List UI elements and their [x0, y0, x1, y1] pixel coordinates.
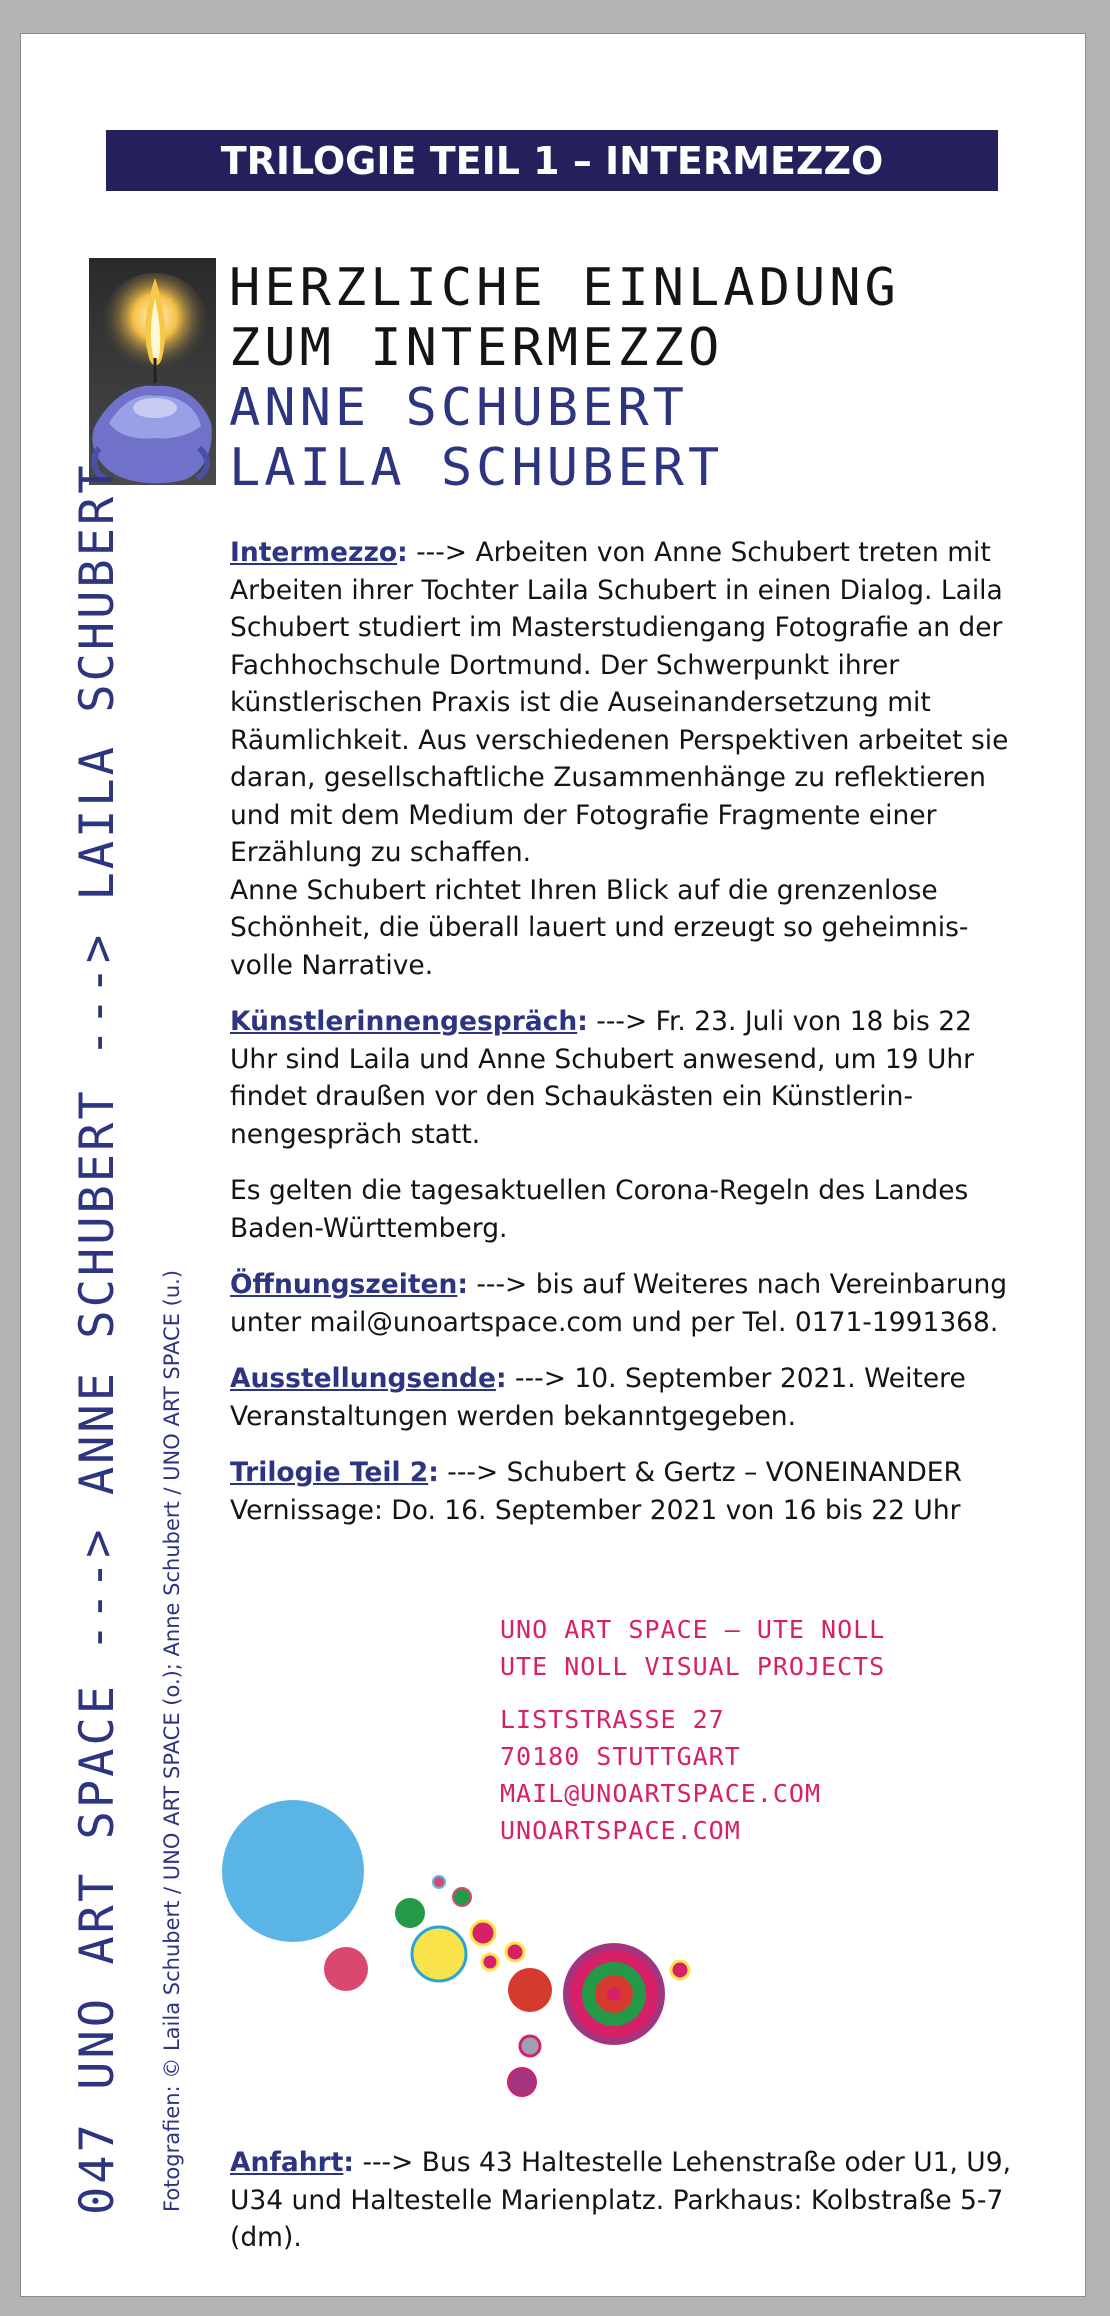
trilogie-paragraph — [230, 1454, 1020, 1529]
dot-yellow — [412, 1927, 466, 1981]
dot-pink — [324, 1947, 368, 1991]
dot-green-1 — [395, 1898, 425, 1928]
label-colon: : — [457, 1269, 468, 1300]
dot-target-center — [607, 1987, 621, 2001]
contact-email: MAIL@UNOARTSPACE.COM — [500, 1779, 822, 1808]
oeffnung-text: bis auf Weiteres nach Vereinbarung unter mail@unoartspace.com und per Tel. 0171-1991368. — [230, 1269, 1008, 1338]
anfahrt-text: Bus 43 Haltestelle Lehenstraße oder U1, U9, U34 und Haltestelle Marienplatz. Parkhaus: Kolbstraße 5-7 (dm). — [230, 2147, 1011, 2253]
vertical-title: 047 UNO ART SPACE ---> ANNE SCHUBERT ---> LAILA SCHUBERT — [70, 462, 125, 2215]
dot-grey — [520, 2036, 540, 2056]
oeffnung-label: Öffnungszeiten — [230, 1269, 458, 1300]
arrow: ---> — [476, 1269, 528, 1300]
corona-paragraph: Es gelten die tagesaktuellen Corona-Regeln des Landes Baden-Württemberg. — [230, 1175, 969, 1244]
intermezzo-label: Intermezzo — [230, 537, 398, 568]
ende-text: 10. September 2021. Weitere Veranstaltungen werden bekanntgegeben. — [230, 1363, 966, 1432]
dot-light-blue — [222, 1800, 364, 1942]
main-text — [230, 534, 1020, 1548]
label-colon: : — [397, 537, 408, 568]
arrow: ---> — [416, 537, 468, 568]
anfahrt-label: Anfahrt — [230, 2147, 344, 2178]
label-colon: : — [577, 1006, 588, 1037]
candle-photo — [89, 258, 216, 485]
label-colon: : — [495, 1363, 507, 1394]
dot-green-2 — [453, 1888, 471, 1906]
dot-magenta-1 — [471, 1921, 495, 1945]
photo-credit: Fotografien: © Laila Schubert / UNO ART SPACE (o.); Anne Schubert / UNO ART SPACE (u.) — [160, 1269, 184, 2212]
contact-street: LISTSTRASSE 27 — [500, 1705, 725, 1734]
contact-line-2: UTE NOLL VISUAL PROJECTS — [500, 1652, 886, 1681]
anfahrt-paragraph — [230, 2144, 1050, 2257]
trilogie-label: Trilogie Teil 2 — [230, 1457, 429, 1488]
heading-line-1: HERZLICHE EINLADUNG — [229, 258, 900, 318]
banner-title: TRILOGIE TEIL 1 – INTERMEZZO — [106, 130, 998, 191]
contact-city: 70180 STUTTGART — [500, 1742, 741, 1771]
dot-small-right — [671, 1961, 689, 1979]
arrow: ---> — [362, 2147, 414, 2178]
label-colon: : — [428, 1457, 439, 1488]
trilogie-text: Schubert & Gertz – VONEINANDER Vernissage: Do. 16. September 2021 von 16 bis 22 Uhr — [230, 1457, 962, 1526]
intermezzo-text: Arbeiten von Anne Schubert treten mit Arbeiten ihrer Tochter Laila Schubert in einen Dialog. Laila Schubert studiert im Masterstudiengang Fotografie an der Fachhochschule Dortmund. Der Schwerpunkt ihrer künstlerischen Praxis ist die Auseinandersetzung mit Räumlichkeit. Aus verschiedenen Perspektiven arbeitet sie daran, gesellschaftliche Zusammenhänge zu reflektieren und mit dem Medium der Fotografie Fragmente einer Erzählung zu schaffen. — [230, 537, 1009, 868]
invitation-heading — [229, 258, 900, 498]
heading-artist-1: ANNE SCHUBERT — [229, 378, 688, 438]
arrow: ---> — [447, 1457, 499, 1488]
dot-magenta-2 — [482, 1954, 498, 1970]
oeffnung-paragraph — [230, 1266, 1020, 1341]
decorative-dots — [210, 1790, 710, 2110]
dot-magenta-3 — [506, 1943, 524, 1961]
ende-paragraph — [230, 1360, 1020, 1435]
gespraech-text: Fr. 23. Juli von 18 bis 22 Uhr sind Laila und Anne Schubert anwesend, um 19 Uhr findet draußen vor den Schaukästen ein Künstlerin-nengespräch statt. — [230, 1006, 975, 1150]
label-colon: : — [343, 2147, 354, 2178]
gespraech-label: Künstlerinnengespräch — [230, 1006, 578, 1037]
dot-purple — [508, 2068, 536, 2096]
heading-artist-2: LAILA SCHUBERT — [229, 438, 724, 498]
dot-red — [508, 1968, 552, 2012]
heading-line-2: ZUM INTERMEZZO — [229, 318, 724, 378]
arrow: ---> — [596, 1006, 648, 1037]
intermezzo-text-2: Anne Schubert richtet Ihren Blick auf die grenzenlose Schönheit, die überall lauert und erzeugt so geheimnis-volle Narrative. — [230, 874, 969, 981]
gespraech-paragraph — [230, 1003, 1020, 1153]
arrow: ---> — [515, 1363, 566, 1394]
contact-website: UNOARTSPACE.COM — [500, 1816, 741, 1845]
contact-line-1: UNO ART SPACE – UTE NOLL — [500, 1615, 886, 1644]
ende-label: Ausstellungsende — [230, 1363, 496, 1394]
dot-small-pink — [433, 1876, 445, 1888]
intermezzo-paragraph — [230, 534, 1020, 984]
